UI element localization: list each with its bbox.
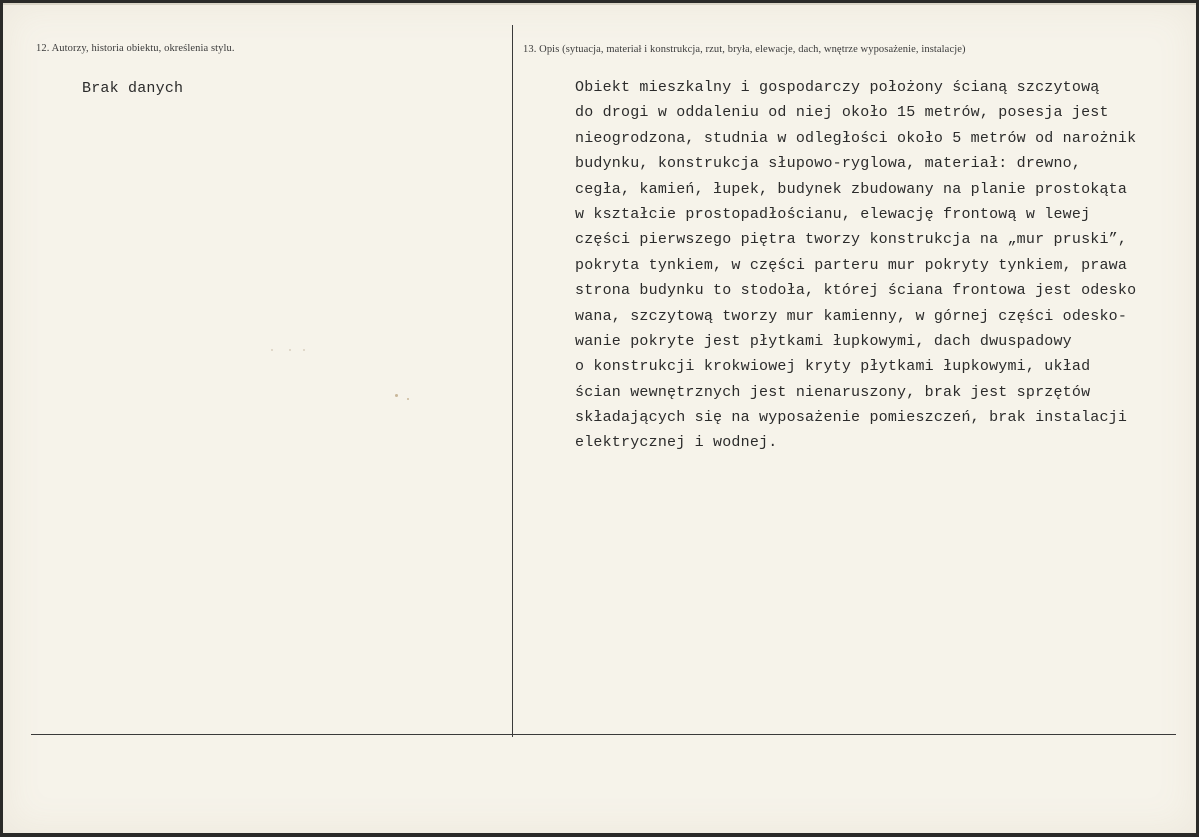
description-line: o konstrukcji krokwiowej kryty płytkami łupkowymi, układ — [575, 358, 1091, 376]
description-line: strona budynku to stodoła, której ściana frontowa jest odesko — [575, 282, 1137, 300]
section-12-label: 12. Autorzy, historia obiektu, określenia stylu. — [36, 43, 235, 54]
column-divider — [512, 25, 513, 737]
description-line: składających się na wyposażenie pomieszczeń, brak instalacji — [575, 409, 1128, 427]
section-12-content: Brak danych — [82, 80, 184, 97]
description-line: wana, szczytową tworzy mur kamienny, w górnej części odesko- — [575, 307, 1128, 325]
description-line: wanie pokryte jest płytkami łupkowymi, dach dwuspadowy — [575, 332, 1072, 350]
bottom-rule — [31, 734, 1176, 735]
description-line: w kształcie prostopadłościanu, elewację frontową w lewej — [575, 205, 1091, 223]
description-line: części pierwszego piętra tworzy konstrukcja na „mur pruski”, — [575, 231, 1128, 249]
paper-speck — [289, 349, 291, 351]
description-line: pokryta tynkiem, w części parteru mur pokryty tynkiem, prawa — [575, 256, 1128, 274]
description-line: cegła, kamień, łupek, budynek zbudowany na planie prostokąta — [575, 180, 1128, 198]
paper-speck — [303, 349, 305, 351]
paper-speck — [407, 398, 409, 400]
paper-speck — [395, 394, 398, 397]
description-line: ścian wewnętrznych jest nienaruszony, brak jest sprzętów — [575, 383, 1091, 401]
description-line: Obiekt mieszkalny i gospodarczy położony ścianą szczytową — [575, 79, 1100, 96]
paper-speck — [271, 349, 273, 351]
description-line: elektrycznej i wodnej. — [575, 434, 778, 452]
page-top-edge — [3, 3, 1196, 5]
section-13-description — [575, 75, 1193, 456]
description-line: do drogi w oddaleniu od niej około 15 metrów, posesja jest — [575, 104, 1109, 122]
description-line: budynku, konstrukcja słupowo-ryglowa, materiał: drewno, — [575, 155, 1082, 173]
section-13-label: 13. Opis (sytuacja, materiał i konstrukcja, rzut, bryła, elewacje, dach, wnętrze wyposażenie, instalacje) — [523, 44, 966, 55]
document-sheet — [3, 3, 1196, 833]
description-line: nieogrodzona, studnia w odległości około 5 metrów od narożnik — [575, 129, 1137, 147]
